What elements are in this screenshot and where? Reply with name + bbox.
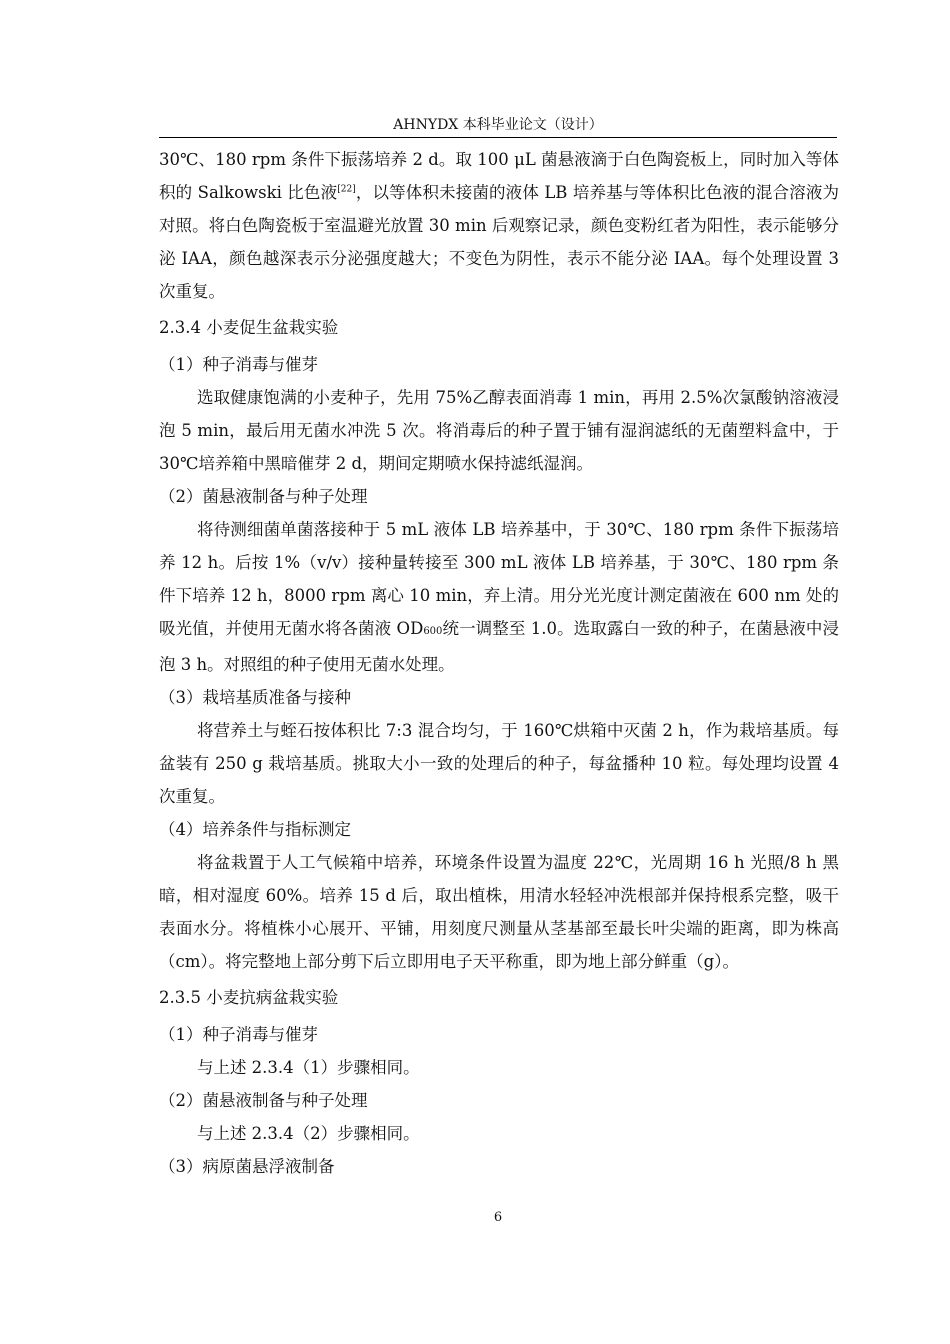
section-heading-2-3-5: 2.3.5 小麦抗病盆栽实验 bbox=[159, 988, 339, 1007]
paragraph-text: ，以等体积未接菌的液体 LB 培养基与等体积比色液的混合溶液为对照。将白色陶瓷板于室温避光放置 30 min 后观察记录，颜色变粉红者为阳性，表示能够分泌 IAA，颜色越深表示分泌强度越大；不变色为阴性，表示不能分泌 IAA。每个处理设置 3 次重复。 bbox=[159, 183, 839, 301]
subsection-label: （2）菌悬液制备与种子处理 bbox=[159, 487, 368, 506]
subsection-label: （4）培养条件与指标测定 bbox=[159, 820, 351, 839]
header-rule bbox=[159, 137, 837, 138]
page-header: AHNYDX 本科毕业论文（设计） bbox=[393, 117, 603, 133]
subscript: 600 bbox=[423, 626, 443, 637]
subsection-label: （2）菌悬液制备与种子处理 bbox=[159, 1091, 368, 1110]
paragraph-text: 统一调整至 1.0。选取露白一致的种子，在菌悬液中浸泡 3 h。对照组的种子使用无菌水处理。 bbox=[159, 619, 839, 674]
page-body bbox=[159, 143, 839, 1183]
paragraph: 与上述 2.3.4（1）步骤相同。 bbox=[196, 1058, 420, 1077]
page-number: 6 bbox=[493, 1210, 503, 1225]
paragraph-continued bbox=[159, 143, 839, 308]
paragraph-text: 30℃、180 rpm 条件下振荡培养 2 d。取 100 μL 菌悬液滴于白色陶瓷板上，同时加入等体积的 Salkowski 比色液 bbox=[159, 150, 839, 202]
subsection-label: （3）栽培基质准备与接种 bbox=[159, 688, 351, 707]
paragraph: 将营养土与蛭石按体积比 7:3 混合均匀，于 160℃烘箱中灭菌 2 h，作为栽培基质。每盆装有 250 g 栽培基质。挑取大小一致的处理后的种子，每盆播种 10 粒。每处理均设置 4 次重复。 bbox=[159, 721, 839, 806]
citation-ref: [22] bbox=[337, 184, 356, 195]
paragraph bbox=[159, 513, 839, 681]
paragraph: 与上述 2.3.4（2）步骤相同。 bbox=[196, 1124, 420, 1143]
subsection-label: （1）种子消毒与催芽 bbox=[159, 355, 318, 374]
paragraph: 选取健康饱满的小麦种子，先用 75%乙醇表面消毒 1 min，再用 2.5%次氯酸钠溶液浸泡 5 min，最后用无菌水冲洗 5 次。将消毒后的种子置于铺有湿润滤纸的无菌塑料盒中，于 30℃培养箱中黑暗催芽 2 d，期间定期喷水保持滤纸湿润。 bbox=[159, 388, 839, 473]
subsection-label: （3）病原菌悬浮液制备 bbox=[159, 1157, 335, 1176]
paragraph: 将盆栽置于人工气候箱中培养，环境条件设置为温度 22℃，光周期 16 h 光照/8 h 黑暗，相对湿度 60%。培养 15 d 后，取出植株，用清水轻轻冲洗根部并保持根系完整，吸干表面水分。将植株小心展开、平铺，用刻度尺测量从茎基部至最长叶尖端的距离，即为株高（cm）。将完整地上部分剪下后立即用电子天平称重，即为地上部分鲜重（g）。 bbox=[159, 853, 839, 971]
subsection-label: （1）种子消毒与催芽 bbox=[159, 1025, 318, 1044]
paragraph-text: 将待测细菌单菌落接种于 5 mL 液体 LB 培养基中，于 30℃、180 rpm 条件下振荡培养 12 h。后按 1%（v/v）接种量转接至 300 mL 液体 LB 培养基，于 30℃、180 rpm 条件下培养 12 h，8000 rpm 离心 10 min，弃上清。用分光光度计测定菌液在 600 nm 处的吸光值，并使用无菌水将各菌液 OD bbox=[159, 520, 839, 638]
section-heading-2-3-4: 2.3.4 小麦促生盆栽实验 bbox=[159, 318, 339, 337]
